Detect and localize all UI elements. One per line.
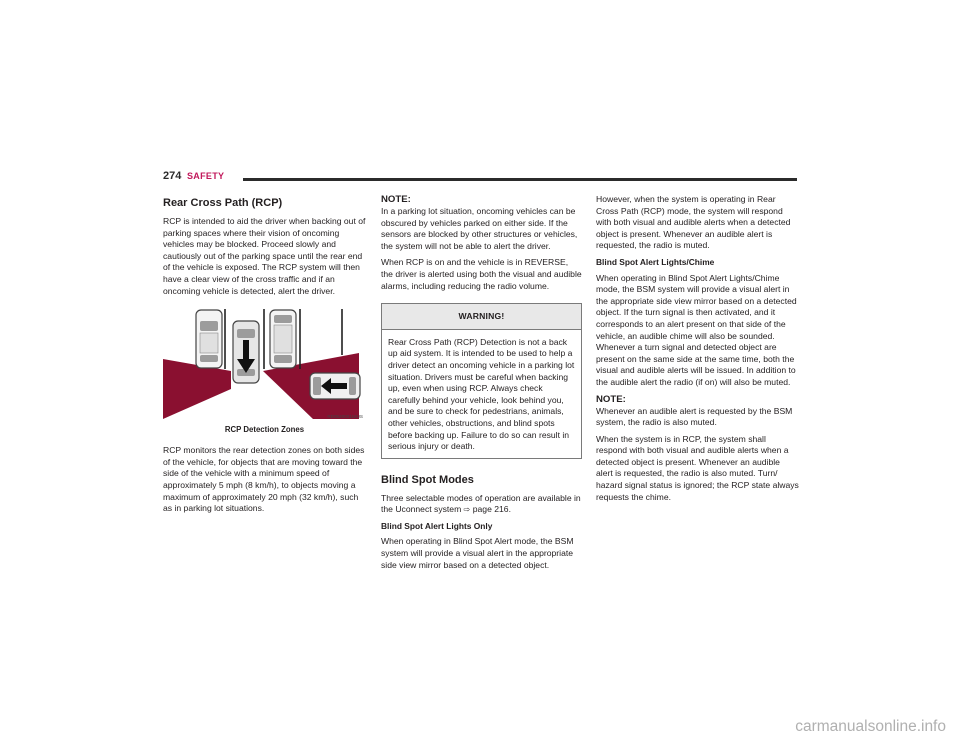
- watermark: carmanualsonline.info: [795, 718, 946, 735]
- rcp-mode-paragraph: However, when the system is operating in Rear Cross Path (RCP) mode, the system will respond with both visual and audible alerts when a detected object is present. Whenever an audible alert is requested, the radio is muted.: [596, 194, 791, 251]
- rcp-monitor-paragraph: RCP monitors the rear detection zones on both sides of the vehicle, for objects that are moving toward the side of the vehicle with a minimum speed of approximately 5 mph (8 km/h), to objects moving a maximum of approximately 20 mph (32 km/h), such as in parking lot situations.: [163, 445, 365, 514]
- rcp-intro-paragraph: RCP is intended to aid the driver when backing out of parking spaces where their vision of oncoming vehicles may be blocked. Proceed slowly and cautiously out of the parking space until the rear end of the vehicle is exposed. The RCP system will then have a clear view of the cross traffic and if an oncoming vehicle is detected, alert the driver.: [163, 216, 366, 296]
- warning-box: [381, 303, 582, 459]
- page-header: [163, 170, 797, 184]
- lights-chime-paragraph: When operating in Blind Spot Alert Lights/Chime mode, the BSM system will provide a visual alert in the appropriate side view mirror based on a detected object. If the turn signal is then activated, and it corresponds to an alert present on that side of the vehicle, an audible chime will also be sounded. Whenever a turn signal and detected object are present on the same side at the same time, both the visual and audible alerts will be issued. In addition to the audible alert the radio (if on) will also be muted.: [596, 272, 797, 387]
- page-reference-arrow-icon: ⇨: [463, 505, 471, 515]
- blind-spot-modes-heading: Blind Spot Modes: [381, 473, 474, 486]
- note-heading: NOTE:: [381, 194, 411, 205]
- column-left: [163, 194, 366, 520]
- lights-chime-subheading: Blind Spot Alert Lights/Chime: [596, 256, 715, 267]
- column-right: [596, 194, 799, 508]
- modes-text: Three selectable modes of operation are available in the Uconnect system: [381, 492, 581, 515]
- note-text: In a parking lot situation, oncoming vehicles can be obscured by vehicles parked on either side. If the sensors are blocked by other structures or vehicles, the system will not be able to alert the driver.: [381, 206, 578, 251]
- rcp-detection-figure: [163, 307, 363, 421]
- warning-heading: WARNING!: [382, 304, 581, 330]
- oncoming-car: [310, 373, 360, 399]
- lights-only-subheading: Blind Spot Alert Lights Only: [381, 520, 493, 531]
- page-reference-link[interactable]: page 216.: [472, 504, 511, 515]
- section-title: SAFETY: [187, 171, 225, 181]
- parked-car-left: [196, 310, 222, 368]
- column-middle: [381, 194, 582, 576]
- header-rule: [243, 178, 797, 181]
- rcp-heading: Rear Cross Path (RCP): [163, 197, 283, 209]
- note-heading-2: NOTE:: [596, 393, 626, 405]
- figure-caption: RCP Detection Zones: [224, 425, 305, 435]
- rcp-detection-illustration: [163, 307, 363, 421]
- page-number: 274: [163, 170, 182, 182]
- modes-paragraph: [381, 493, 582, 516]
- parked-car-right: [270, 310, 296, 368]
- note-text-2: Whenever an audible alert is requested by the BSM system, the radio is also muted.: [596, 405, 793, 428]
- figure-id: RD052000118US: [327, 413, 363, 419]
- lights-only-paragraph: When operating in Blind Spot Alert mode, the BSM system will provide a visual alert in the appropriate side view mirror based on a detected object.: [381, 536, 574, 570]
- rcp-chime-paragraph: When the system is in RCP, the system shall respond with both visual and audible alerts when a detected object is present. Whenever an audible alert is requested, the radio is also muted. Turn/ hazard signal status is ignored; the RCP state always requests the chime.: [596, 433, 799, 502]
- backing-car: [233, 321, 259, 383]
- warning-text: Rear Cross Path (RCP) Detection is not a back up aid system. It is intended to be used to help a driver detect an oncoming vehicle in a parking lot situation. Drivers must be careful when backing up, even when using RCP. Always check carefully behind your vehicle, look behind you, and be sure to check for pedestrians, animals, other vehicles, obstructions, and blind spots before backing up. Failure to do so can result in serious injury or death.: [388, 336, 575, 452]
- rcp-reverse-paragraph: When RCP is on and the vehicle is in REVERSE, the driver is alerted using both the visual and audible alarms, including reducing the radio volume.: [381, 257, 582, 291]
- detection-zone-left: [163, 359, 231, 419]
